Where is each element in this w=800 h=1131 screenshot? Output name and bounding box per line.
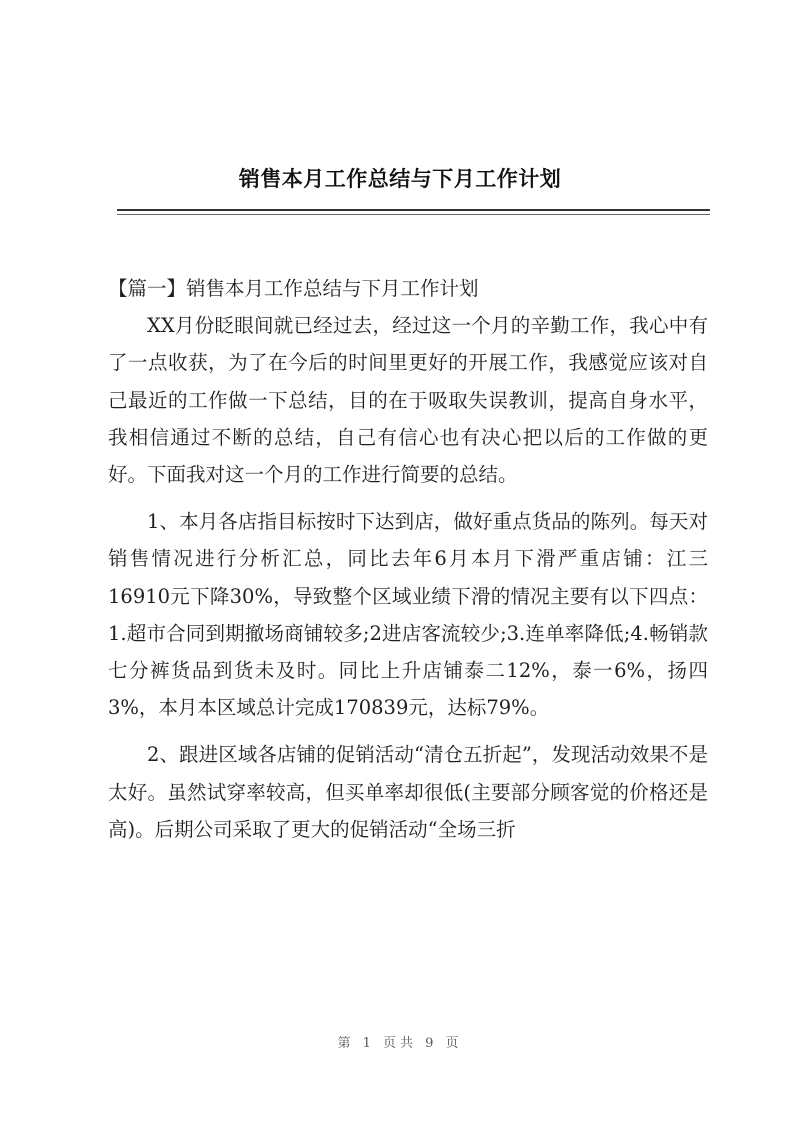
document-body [108, 270, 708, 848]
title-underline-thin [117, 214, 710, 215]
paragraph-item-2: 2、跟进区域各店铺的促销活动“清仓五折起”，发现活动效果不是太好。虽然试穿率较高，但买单率却很低(主要部分顾客觉的价格还是高)。后期公司采取了更大的促销活动“全场三折 [108, 743, 708, 841]
section-heading: 【篇一】销售本月工作总结与下月工作计划 [108, 277, 479, 300]
paragraph-item-1: 1、本月各店指目标按时下达到店，做好重点货品的陈列。每天对销售情况进行分析汇总，同比去年6月本月下滑严重店铺：江三16910元下降30%，导致整个区域业绩下滑的情况主要有以下四点：1.超市合同到期撤场商铺较多;2进店客流较少;3.连单率降低;4.畅销款七分裤货品到货未及时。同比上升店铺泰二12%，泰一6%，扬四3%，本月本区域总计完成170839元，达标79%。 [108, 510, 708, 720]
paragraph-intro: XX月份眨眼间就已经过去，经过这一个月的辛勤工作，我心中有了一点收获，为了在今后的时间里更好的开展工作，我感觉应该对自己最近的工作做一下总结，目的在于吸取失误教训，提高自身水平，我相信通过不断的总结，自己有信心也有决心把以后的工作做的更好。下面我对这一个月的工作进行简要的总结。 [108, 314, 708, 487]
title-underline [117, 209, 710, 211]
document-title: 销售本月工作总结与下月工作计划 [238, 167, 562, 191]
page-footer: 第 1 页共 9 页 [337, 1036, 463, 1051]
